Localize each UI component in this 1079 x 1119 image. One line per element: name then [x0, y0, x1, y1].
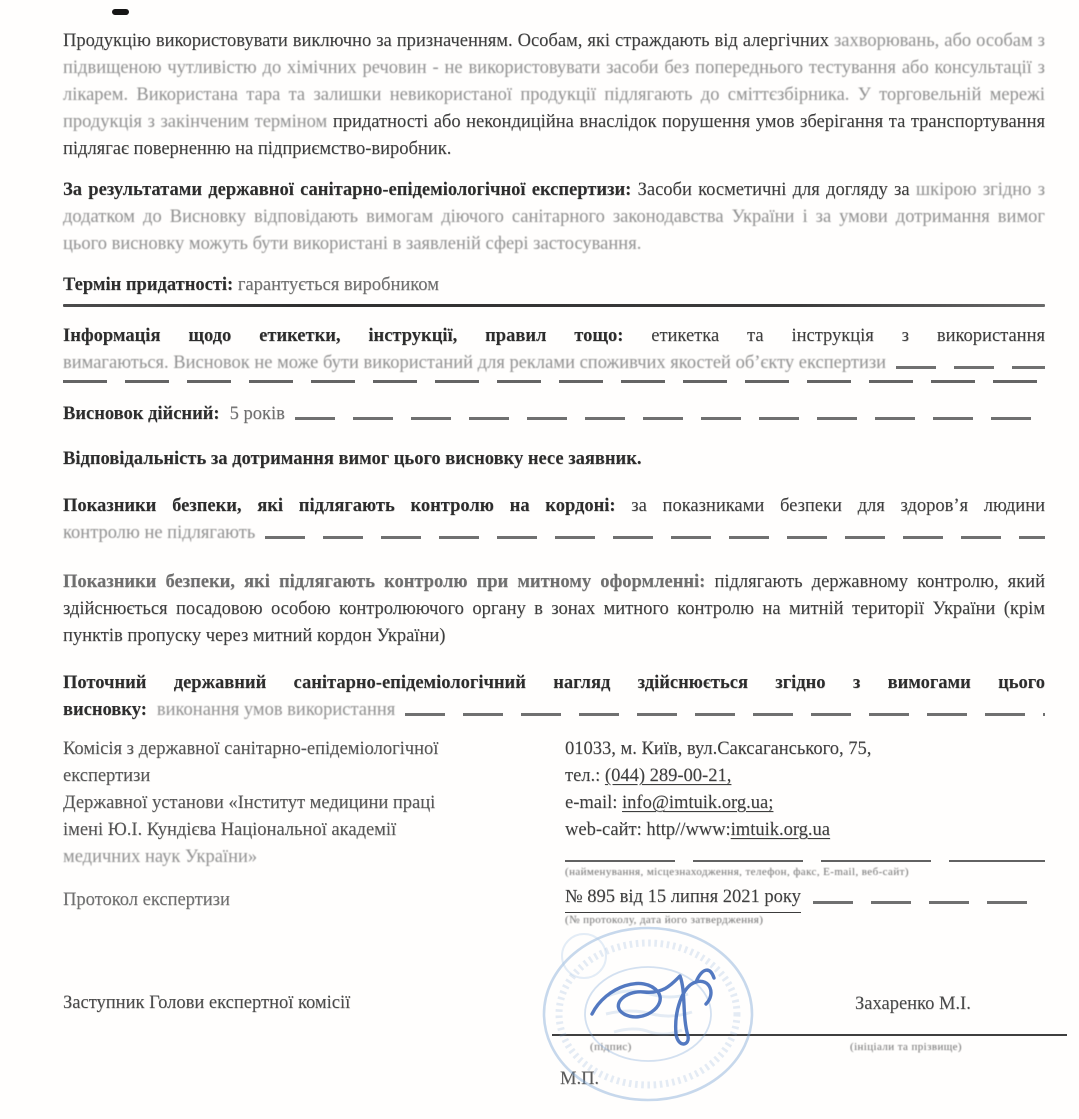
surveillance-line2: [63, 697, 1045, 724]
usage-text-end: придатності або некондиційна внаслідок порушення умов зберігання та транспортування підлягає поверненню на підприємство-виробник.: [63, 112, 1045, 159]
seal-place-mark: М.П.: [560, 1069, 600, 1089]
website-line: [565, 817, 1045, 844]
dash-fill: [896, 366, 1045, 369]
website-value: imtuik.org.ua: [730, 820, 831, 840]
border-control-line2: [63, 520, 1045, 547]
border-control-line1: [63, 493, 1045, 520]
dash-fill: [813, 901, 1045, 904]
protocol-label: Протокол експертизи: [63, 890, 230, 910]
contacts-rule: [565, 860, 1045, 862]
shelf-life-section: [63, 272, 1045, 307]
commission-line: Комісія з державної санітарно-епідеміологічної: [63, 739, 439, 759]
usage-text-faded: захворювань, або особам з підвищеною чутливістю до хімічних речовин - не використовувати засоби без попереднього тестування або консультації з лікарем. Використана тара та залишки невикористаної продукції підлягають до сміттєзбірника. У торговельній мережі продукція з закінченим терміном: [63, 31, 1045, 132]
responsibility-label: Відповідальність за дотримання вимог цього висновку несе заявник.: [63, 449, 642, 469]
commission-line: Державної установи «Інститут медицини праці: [63, 793, 436, 813]
commission-line: медичних наук України»: [63, 847, 258, 867]
signature-line: [552, 1034, 1067, 1036]
surveillance-text: виконання умов використання: [156, 700, 396, 720]
email-line: [565, 790, 1045, 817]
signer-role: Заступник Голови експертної комісії: [63, 993, 351, 1013]
signer-name: Захаренко М.І.: [855, 994, 971, 1014]
dash-fill: [295, 417, 1045, 420]
usage-text-start: Продукцію використовувати виключно за призначенням. Особам, які страждають від алергічних: [63, 31, 834, 51]
protocol-number-row: [565, 884, 1045, 913]
surveillance-section: [63, 670, 1045, 724]
expertise-result-text: Засоби косметичні для догляду за: [631, 180, 916, 200]
expertise-result-section: [63, 177, 1045, 258]
address-line: 01033, м. Київ, вул.Саксаганського, 75,: [565, 739, 872, 759]
commission-name-block: [63, 736, 535, 927]
commission-line: імені Ю.І. Кундієва Національної академії: [63, 820, 397, 840]
expertise-result-label: За результатами державної санітарно-епідеміологічної експертизи:: [63, 180, 632, 200]
shelf-life-label: Термін придатності:: [63, 275, 234, 295]
commission-line: експертизи: [63, 766, 151, 786]
validity-section: [63, 401, 1045, 428]
phone-line: [565, 763, 1045, 790]
phone-prefix: тел.:: [565, 766, 605, 786]
expertise-result-text-faded: шкірою згідно з додатком до Висновку відповідають вимогам діючого санітарного законодавства України і за умови дотримання вимог цього висновку можуть бути використані в заявленій сфері застосування.: [63, 180, 1045, 254]
shelf-life-line: [63, 272, 1045, 299]
protocol-number-caption: (№ протоколу, дата його затвердження): [565, 914, 764, 926]
phone-value: (044) 289-00-21,: [604, 766, 732, 786]
signer-name-caption: (ініціали та прізвище): [850, 1041, 962, 1053]
solid-divider: [63, 304, 1045, 307]
responsibility-section: [63, 446, 1045, 473]
labeling-text: етикетка та інструкція з використання: [623, 326, 1045, 346]
contacts-caption: (найменування, місцезнаходження, телефон, факс, E-mail, веб-сайт): [565, 866, 909, 878]
validity-text: 5 років: [229, 404, 285, 424]
border-control-label: Показники безпеки, які підлягають контролю на кордоні:: [63, 496, 616, 516]
border-control-text-faded: контролю не підлягають: [63, 523, 256, 543]
labeling-line1: [63, 323, 1045, 350]
dash-fill: [265, 536, 1045, 539]
dashed-divider: [63, 380, 1045, 383]
protocol-number: № 895 від 15 липня 2021 року: [565, 884, 801, 913]
shelf-life-text: гарантується виробником: [233, 275, 439, 295]
labeling-label: Інформація щодо етикетки, інструкції, правил тощо:: [63, 326, 624, 346]
signature-block: [63, 983, 1079, 1113]
customs-control-section: [63, 569, 1045, 650]
surveillance-label-line1: Поточний державний санітарно-епідеміологічний нагляд здійснюється згідно з вимогами цього: [63, 673, 1045, 693]
border-control-section: [63, 493, 1045, 547]
usage-paragraph: [63, 28, 1045, 163]
customs-control-label: Показники безпеки, які підлягають контролю при митному оформленні:: [63, 572, 706, 592]
border-control-text: за показниками безпеки для здоров’я людини: [615, 496, 1045, 516]
labeling-text-faded: вимагаються. Висновок не може бути використаний для реклами споживчих якостей об’єкту експертизи: [63, 353, 887, 373]
email-value: info@imtuik.org.ua;: [622, 793, 774, 813]
scan-artifact-mark: [112, 9, 129, 15]
surveillance-label-line2: висновку:: [63, 700, 147, 720]
validity-label: Висновок дійсний:: [63, 404, 220, 424]
labeling-section: [63, 323, 1045, 383]
dash-fill: [405, 713, 1045, 716]
email-prefix: e-mail:: [565, 793, 623, 813]
labeling-line2: [63, 350, 1045, 377]
customs-control-text: підлягають державному контролю, який здійснюється посадовою особою контролюючого органу в зонах митного контролю на митній території України (крім пунктів пропуску через митний кордон України): [63, 572, 1045, 646]
surveillance-line1: [63, 670, 1045, 697]
signature-caption: (підпис): [590, 1041, 632, 1053]
footer-columns: [63, 736, 1045, 927]
contacts-block: [565, 736, 1045, 927]
website-prefix: web-сайт: http//www:: [565, 820, 731, 840]
